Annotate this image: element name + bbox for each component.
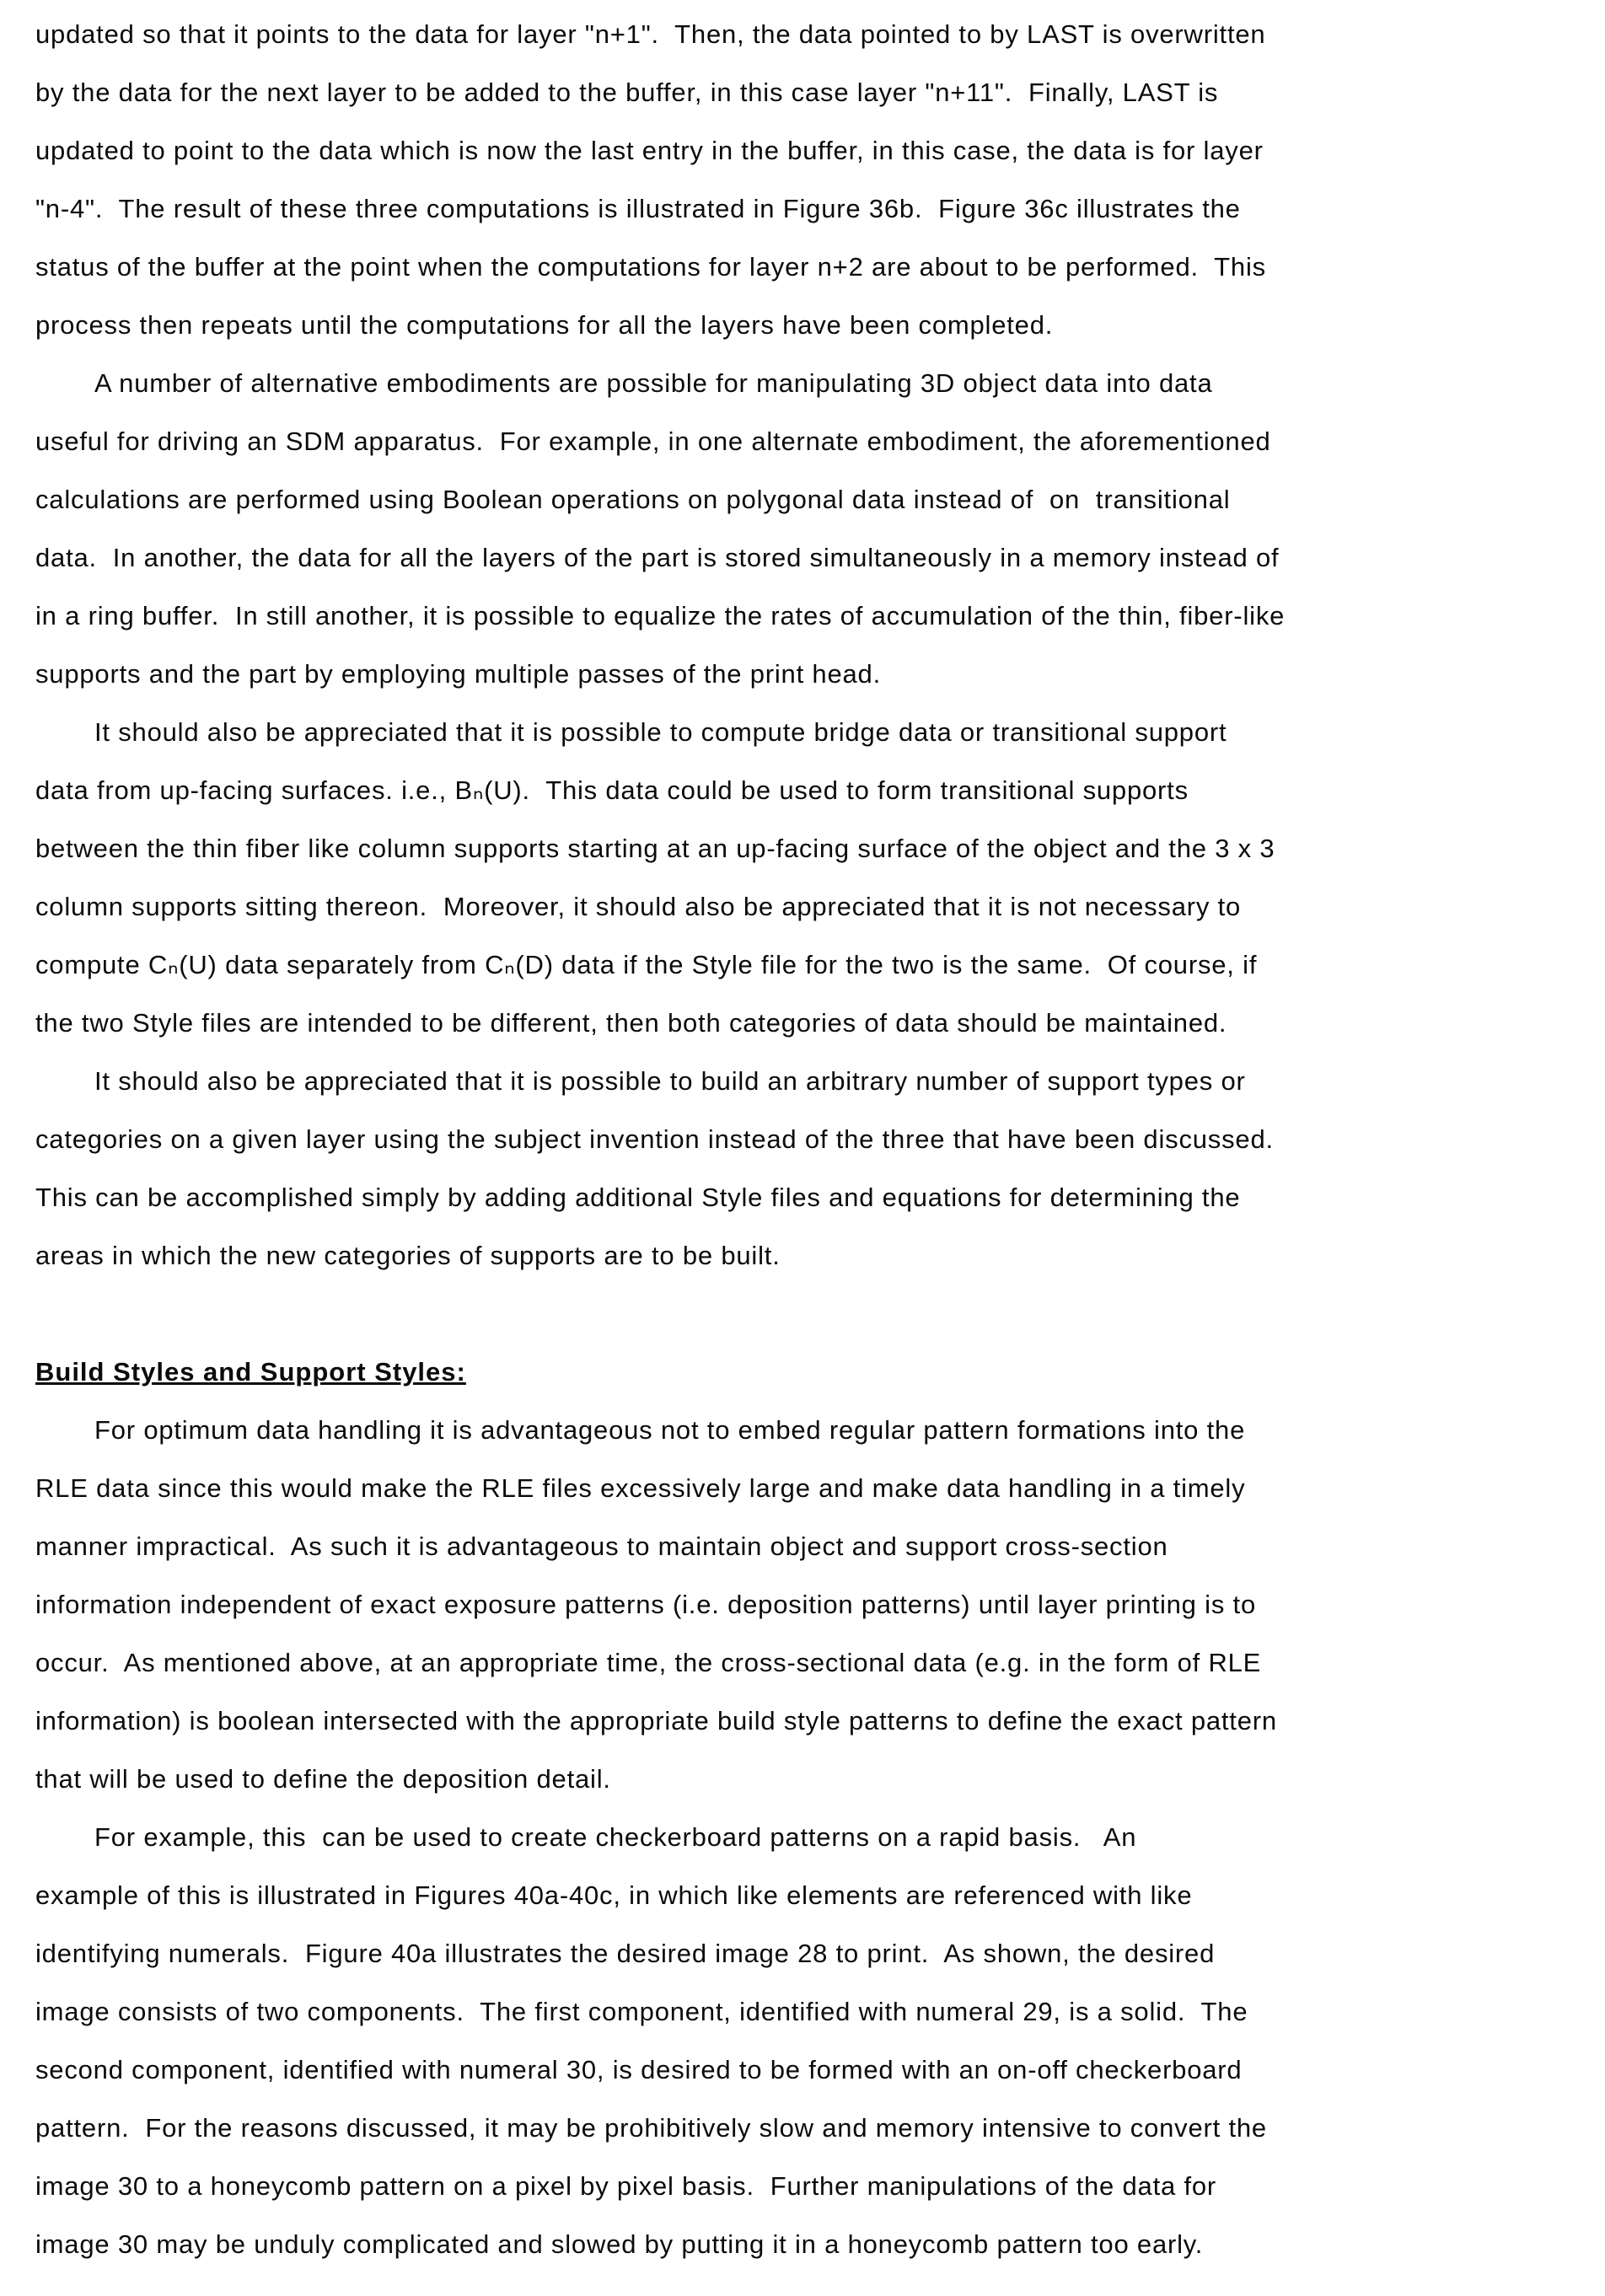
text-line: occur. As mentioned above, at an appropriate time, the cross-sectional data (e.g. in the form of RLE — [35, 1648, 1262, 1677]
text-line: For optimum data handling it is advantageous not to embed regular pattern formations into the — [94, 1415, 1246, 1445]
text-line: in a ring buffer. In still another, it is possible to equalize the rates of accumulation of the thin, fiber-like — [35, 601, 1286, 630]
text-line: RLE data since this would make the RLE files excessively large and make data handling in a timely — [35, 1473, 1246, 1503]
text-line: the two Style files are intended to be different, then both categories of data should be maintained. — [35, 1008, 1227, 1038]
text-line: supports and the part by employing multiple passes of the print head. — [35, 659, 881, 689]
text-line: data from up-facing surfaces. i.e., Bₙ(U). This data could be used to form transitional supports — [35, 775, 1189, 805]
text-line: data. In another, the data for all the layers of the part is stored simultaneously in a memory instead of — [35, 543, 1280, 572]
text-line: identifying numerals. Figure 40a illustrates the desired image 28 to print. As shown, the desired — [35, 1939, 1216, 1968]
text-line: A number of alternative embodiments are possible for manipulating 3D object data into data — [94, 368, 1213, 398]
text-line: areas in which the new categories of supports are to be built. — [35, 1241, 781, 1270]
text-line: between the thin fiber like column supports starting at an up-facing surface of the object and the 3 x 3 — [35, 834, 1275, 863]
section-heading — [35, 1343, 1581, 1401]
text-line: information) is boolean intersected with the appropriate build style patterns to define the exact pattern — [35, 1706, 1277, 1735]
text-line: useful for driving an SDM apparatus. For example, in one alternate embodiment, the aforementioned — [35, 426, 1271, 456]
text-line: status of the buffer at the point when the computations for layer n+2 are about to be performed. This — [35, 252, 1266, 282]
heading-text: Build Styles and Support Styles: — [35, 1357, 466, 1387]
text-line: manner impractical. As such it is advantageous to maintain object and support cross-section — [35, 1532, 1168, 1561]
text-line: updated so that it points to the data for layer "n+1". Then, the data pointed to by LAST is overwritten — [35, 19, 1266, 49]
text-line: second component, identified with numeral 30, is desired to be formed with an on-off checkerboard — [35, 2055, 1243, 2084]
paragraph — [35, 1401, 1581, 1808]
text-line: "n-4". The result of these three computations is illustrated in Figure 36b. Figure 36c illustrates the — [35, 194, 1241, 223]
text-line: column supports sitting thereon. Moreover, it should also be appreciated that it is not necessary to — [35, 892, 1242, 921]
text-line: It should also be appreciated that it is possible to compute bridge data or transitional support — [94, 717, 1227, 747]
paragraph — [35, 1808, 1581, 2273]
text-line: process then repeats until the computations for all the layers have been completed. — [35, 310, 1054, 340]
paragraph — [35, 354, 1581, 703]
text-line: by the data for the next layer to be added to the buffer, in this case layer "n+11". Finally, LAST is — [35, 78, 1219, 107]
text-line: compute Cₙ(U) data separately from Cₙ(D) data if the Style file for the two is the same. Of course, if — [35, 950, 1258, 979]
text-line: image 30 to a honeycomb pattern on a pixel by pixel basis. Further manipulations of the data for — [35, 2171, 1217, 2201]
text-line: calculations are performed using Boolean operations on polygonal data instead of on transitional — [35, 485, 1231, 514]
paragraph — [35, 5, 1581, 354]
text-line: image 30 may be unduly complicated and slowed by putting it in a honeycomb pattern too early. — [35, 2229, 1204, 2259]
text-line: pattern. For the reasons discussed, it may be prohibitively slow and memory intensive to convert the — [35, 2113, 1267, 2143]
text-line: categories on a given layer using the subject invention instead of the three that have been discussed. — [35, 1124, 1274, 1154]
text-line: It should also be appreciated that it is possible to build an arbitrary number of support types or — [94, 1066, 1246, 1096]
text-line: information independent of exact exposure patterns (i.e. deposition patterns) until layer printing is to — [35, 1590, 1256, 1619]
text-line: that will be used to define the deposition detail. — [35, 1764, 611, 1794]
text-line: updated to point to the data which is now the last entry in the buffer, in this case, the data is for layer — [35, 136, 1264, 165]
paragraph — [35, 1052, 1581, 1285]
text-line: This can be accomplished simply by adding additional Style files and equations for determining the — [35, 1183, 1241, 1212]
text-line: image consists of two components. The first component, identified with numeral 29, is a solid. The — [35, 1997, 1248, 2026]
paragraph — [35, 703, 1581, 1052]
text-line: For example, this can be used to create checkerboard patterns on a rapid basis. An — [94, 1822, 1137, 1852]
text-line: example of this is illustrated in Figures 40a-40c, in which like elements are referenced with like — [35, 1880, 1193, 1910]
